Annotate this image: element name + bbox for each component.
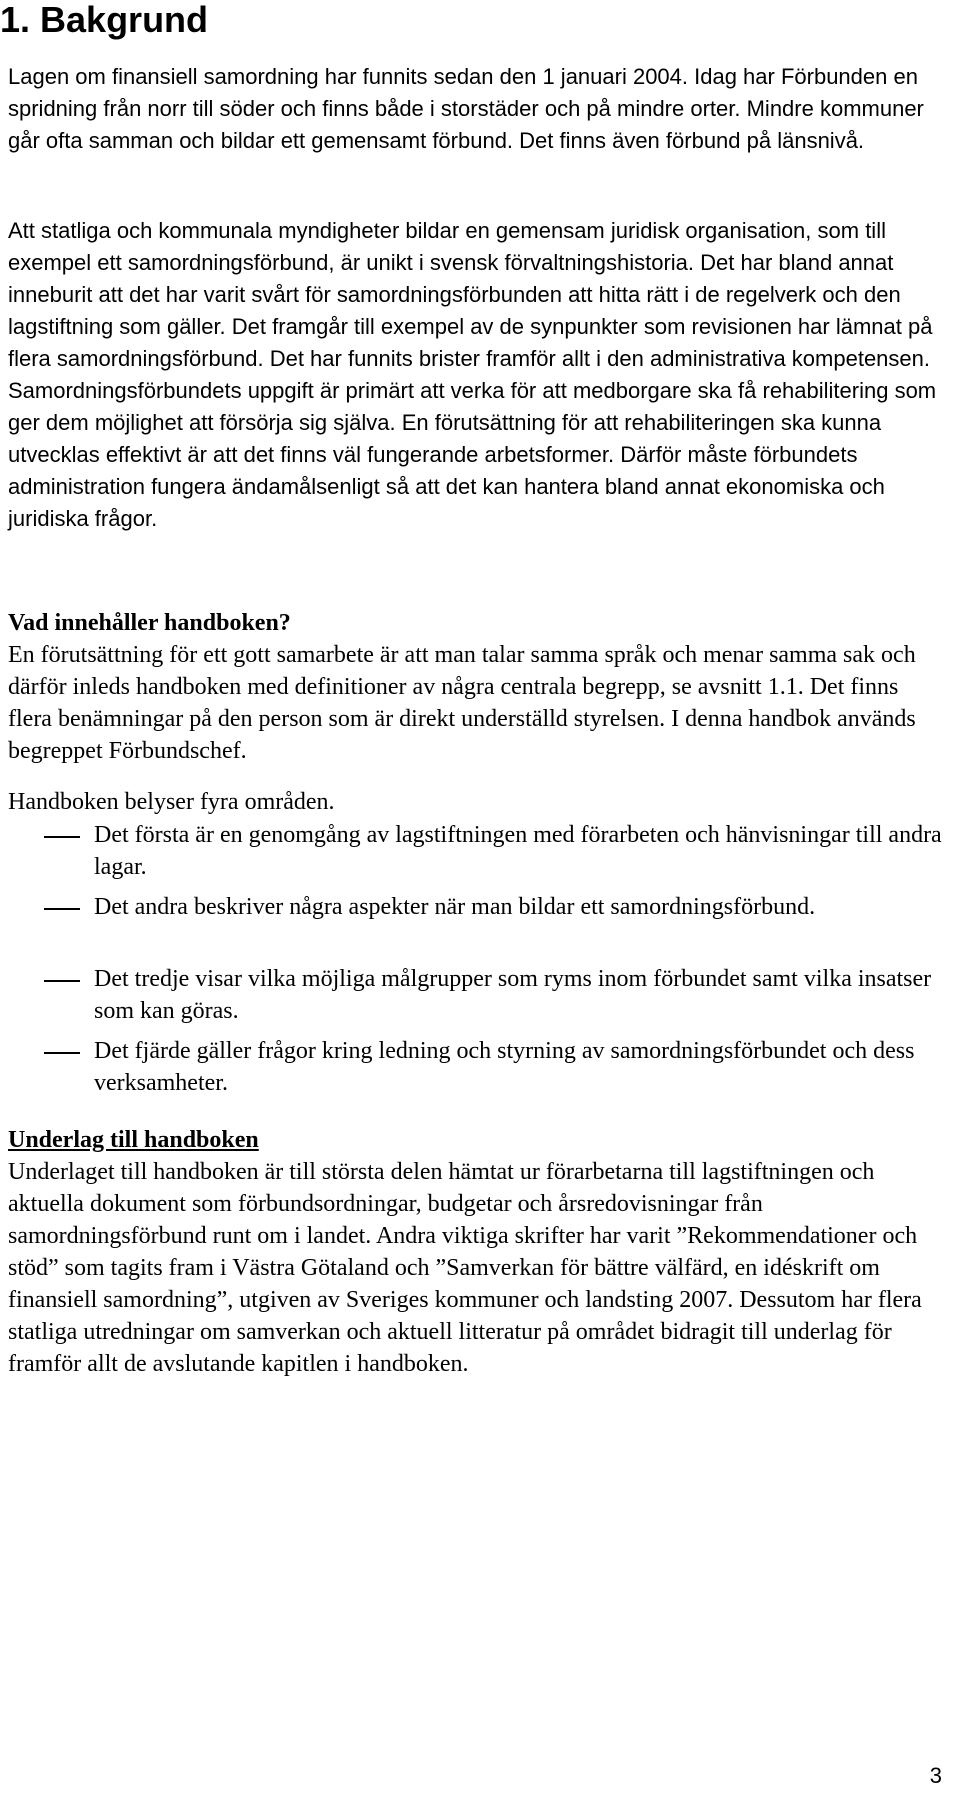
areas-list (8, 819, 948, 1107)
list-item (8, 891, 948, 963)
dash-bullet-icon (44, 1052, 80, 1054)
intro-paragraph-2: Att statliga och kommunala myndigheter bildar en gemensam juridisk organisation, som till exempel ett samordningsförbund, är unikt i svensk förvaltningshistoria. Det har bland annat inneburit att det har varit svårt för samordningsförbunden att hitta rätt i de regelverk och den lagstiftning som gäller. Det framgår till exempel av de synpunkter som revisionen har lämnat på flera samordningsförbund. Det har funnits brister framför allt i den administrativa kompetensen. Samordningsförbundets uppgift är primärt att verka för att medborgare ska få rehabilitering som ger dem möjlighet att försörja sig själva. En förutsättning för att rehabiliteringen ska kunna utvecklas effektivt är att det finns väl fungerande arbetsformer. Därför måste förbundets administration fungera ändamålsenligt så att det kan hantera bland annat ekonomiska och juridiska frågor. (8, 218, 937, 531)
list-item-text: Det tredje visar vilka möjliga målgrupper som ryms inom förbundet samt vilka insatser som kan göras. (94, 966, 932, 1024)
intro-paragraph-1: Lagen om finansiell samordning har funnits sedan den 1 januari 2004. Idag har Förbunden en spridning från norr till söder och finns både i storstäder och på mindre orter. Mindre kommuner går ofta samman och bildar ett gemensamt förbund. Det finns även förbund på länsnivå. (8, 64, 924, 153)
contents-paragraph-2: Handboken belyser fyra områden. (8, 789, 335, 815)
dash-bullet-icon (44, 908, 80, 910)
section-title-basis: Underlag till handboken (8, 1127, 259, 1153)
page-heading: 1. Bakgrund (0, 0, 209, 40)
basis-paragraph-1: Underlaget till handboken är till största delen hämtat ur förarbetarna till lagstiftningen och aktuella dokument som förbundsordningar, budgetar och årsredovisningar från samordningsförbund runt om i landet. Andra viktiga skrifter har varit ”Rekommendationer och stöd” som tagits fram i Västra Götaland och ”Samverkan för bättre välfärd, en idéskrift om finansiell samordning”, utgiven av Sveriges kommuner och landsting 2007. Dessutom har flera statliga utredningar om samverkan och aktuell litteratur på området bidragit till underlag för framför allt de avslutande kapitlen i handboken. (8, 1159, 922, 1377)
contents-paragraph-1: En förutsättning för ett gott samarbete är att man talar samma språk och menar samma sak och därför inleds handboken med definitioner av några centrala begrepp, se avsnitt 1.1. Det finns flera benämningar på den person som är direkt underställd styrelsen. I denna handbok används begreppet Förbundschef. (8, 642, 916, 764)
list-item (8, 963, 948, 1035)
list-item (8, 1035, 948, 1107)
list-item (8, 819, 948, 891)
list-item-text: Det fjärde gäller frågor kring ledning och styrning av samordningsförbundet och dess verksamheter. (94, 1038, 915, 1096)
dash-bullet-icon (44, 980, 80, 982)
list-item-text: Det andra beskriver några aspekter när man bildar ett samordningsförbund. (94, 894, 816, 920)
page-number: 3 (929, 1763, 942, 1788)
dash-bullet-icon (44, 836, 80, 838)
section-title-contents: Vad innehåller handboken? (8, 610, 291, 636)
list-item-text: Det första är en genomgång av lagstiftningen med förarbeten och hänvisningar till andra lagar. (94, 822, 942, 880)
